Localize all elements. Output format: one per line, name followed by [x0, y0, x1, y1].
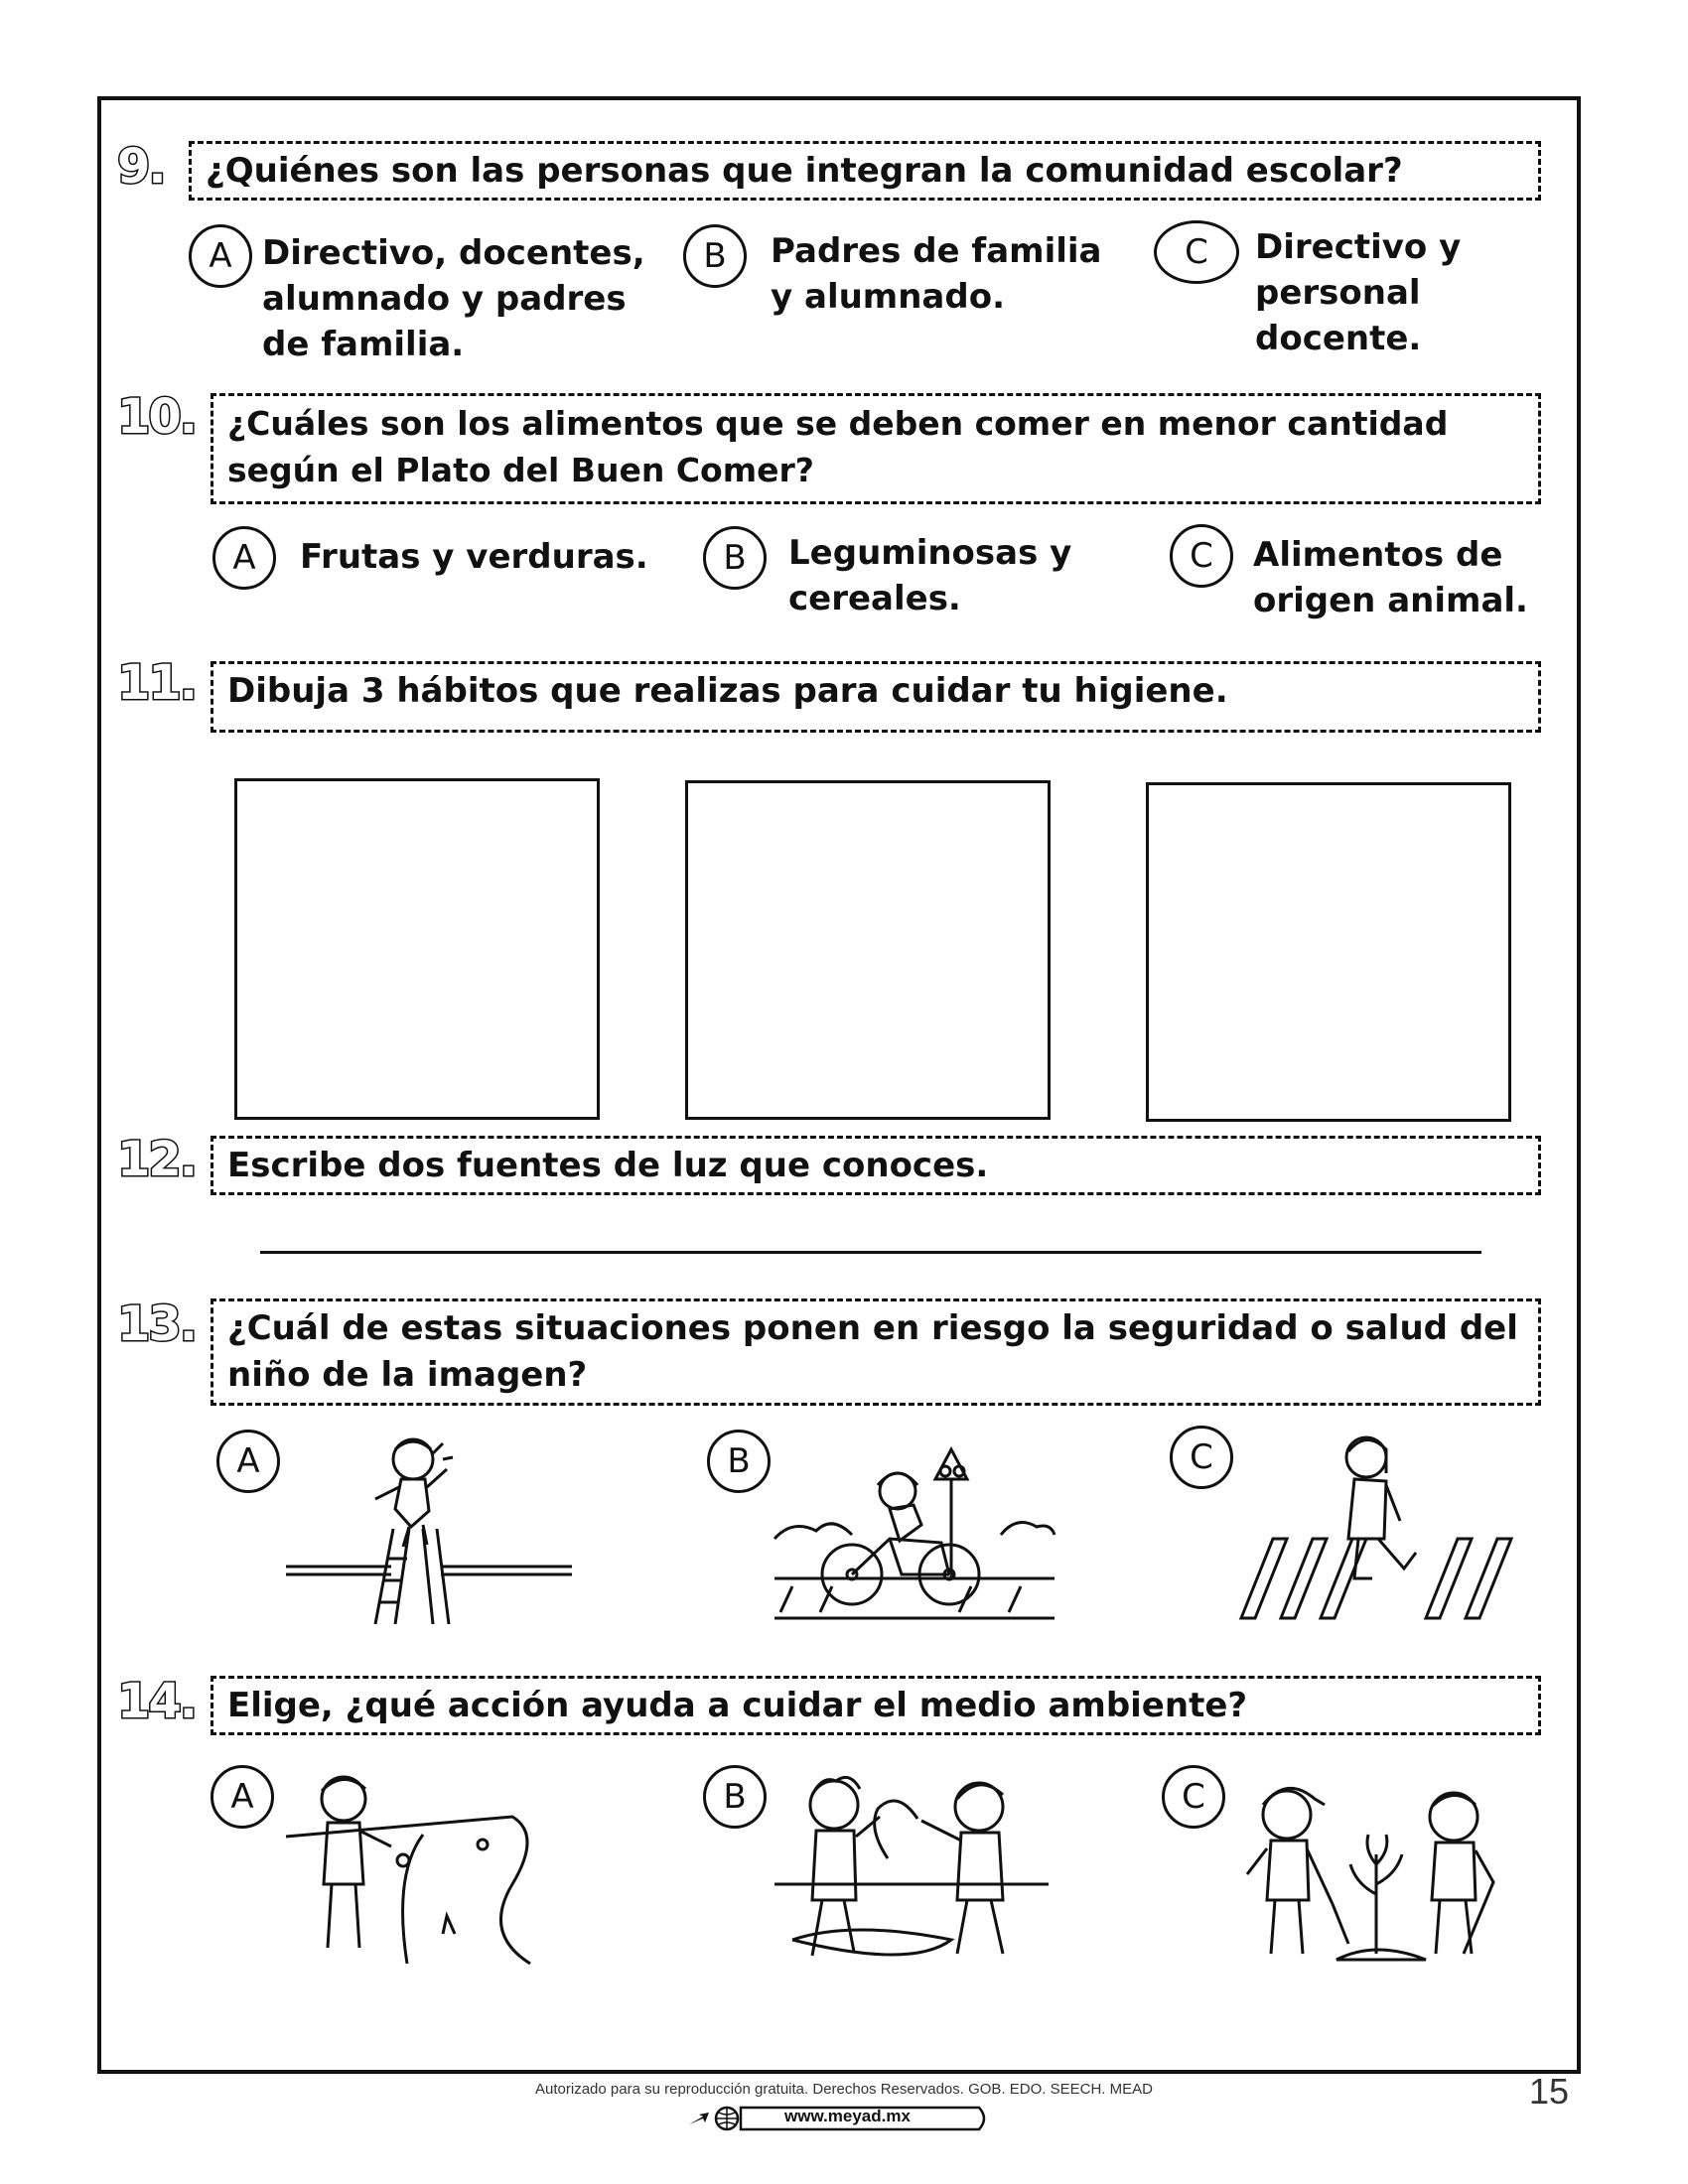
question-11-text: Dibuja 3 hábitos que realizas para cuidar tu higiene.: [227, 671, 1228, 711]
question-14-number: 14.: [117, 1674, 197, 1729]
q10-b-line2: cereales.: [788, 579, 961, 618]
q9-c-line3: docente.: [1255, 319, 1422, 358]
child-on-ladder-illustration: [284, 1430, 582, 1628]
question-10-prompt: [211, 393, 1541, 504]
question-11-prompt: [211, 661, 1541, 733]
q9-c-line1: Directivo y: [1255, 227, 1462, 267]
q10-c-line1: Alimentos de: [1253, 535, 1503, 575]
q9-a-line2: alumnado y padres: [262, 279, 627, 319]
drawing-box-3[interactable]: [1146, 782, 1511, 1122]
question-12-prompt: [211, 1136, 1541, 1195]
child-crossing-crosswalk-illustration: [1237, 1430, 1517, 1624]
answer-line[interactable]: [260, 1251, 1481, 1254]
q9-option-c-circle[interactable]: C: [1154, 220, 1239, 284]
question-14-prompt: [211, 1676, 1541, 1735]
q9-b-line1: Padres de familia: [771, 231, 1102, 271]
child-riding-bicycle-with-helmet-illustration: [773, 1439, 1056, 1634]
drawing-box-2[interactable]: [685, 780, 1051, 1120]
q9-b-line2: y alumnado.: [771, 277, 1005, 317]
q9-a-line1: Directivo, docentes,: [262, 233, 645, 273]
footer-authorization: Autorizado para su reproducción gratuita. Derechos Reservados. GOB. EDO. SEECH. MEAD: [535, 2081, 1153, 2098]
q10-option-b-circle[interactable]: B: [703, 526, 767, 590]
q10-a-line1: Frutas y verduras.: [300, 537, 648, 577]
question-13-number: 13.: [117, 1297, 197, 1352]
q14-option-c-circle[interactable]: C: [1162, 1765, 1225, 1829]
q13-option-a-circle[interactable]: A: [216, 1430, 280, 1493]
q9-option-a-text: [262, 230, 649, 367]
question-14-text: Elige, ¿qué acción ayuda a cuidar el medio ambiente?: [227, 1686, 1248, 1725]
question-13-prompt: [211, 1298, 1541, 1406]
q14-option-a-circle[interactable]: A: [211, 1765, 274, 1829]
question-13-line2: niño de la imagen?: [227, 1355, 588, 1395]
q9-c-line2: personal: [1255, 273, 1421, 313]
drawing-box-1[interactable]: [234, 778, 600, 1120]
q10-b-line1: Leguminosas y: [788, 533, 1072, 573]
question-12-number: 12.: [117, 1132, 197, 1187]
q14-option-b-circle[interactable]: B: [703, 1765, 767, 1829]
q10-option-b-text: [788, 530, 1126, 621]
question-9-number: 9.: [117, 139, 165, 195]
q10-option-c-text: [1253, 532, 1531, 623]
q10-option-c-circle[interactable]: C: [1170, 524, 1233, 588]
q9-option-a-circle[interactable]: A: [189, 224, 252, 288]
question-13-line1: ¿Cuál de estas situaciones ponen en riesgo la seguridad o salud del: [227, 1308, 1518, 1348]
boy-throwing-trash-in-river-illustration: [284, 1765, 542, 1972]
page-number: 15: [1529, 2071, 1570, 2112]
q13-option-b-circle[interactable]: B: [707, 1430, 771, 1493]
footer-website[interactable]: www.meyad.mx: [784, 2107, 911, 2125]
q9-option-c-text: [1255, 224, 1493, 361]
q10-option-a-text: [300, 534, 657, 580]
kids-planting-tree-illustration: [1237, 1765, 1515, 1972]
question-11-number: 11.: [117, 655, 197, 711]
question-10-line1: ¿Cuáles son los alimentos que se deben comer en menor cantidad: [227, 404, 1449, 443]
q9-a-line3: de familia.: [262, 325, 465, 364]
q13-option-c-circle[interactable]: C: [1170, 1426, 1233, 1489]
question-12-text: Escribe dos fuentes de luz que conoces.: [227, 1146, 989, 1185]
q9-option-b-circle[interactable]: B: [683, 224, 747, 288]
footer-website-badge: [685, 2105, 993, 2130]
q10-c-line2: origen animal.: [1253, 581, 1528, 620]
q10-option-a-circle[interactable]: A: [212, 526, 276, 590]
question-9-text: ¿Quiénes son las personas que integran la comunidad escolar?: [206, 151, 1403, 191]
question-10-line2: según el Plato del Buen Comer?: [227, 451, 814, 489]
question-10-number: 10.: [117, 389, 197, 445]
kids-playing-with-water-hose-illustration: [773, 1765, 1051, 1972]
q9-option-b-text: [771, 228, 1128, 320]
question-9-prompt: [189, 141, 1541, 201]
